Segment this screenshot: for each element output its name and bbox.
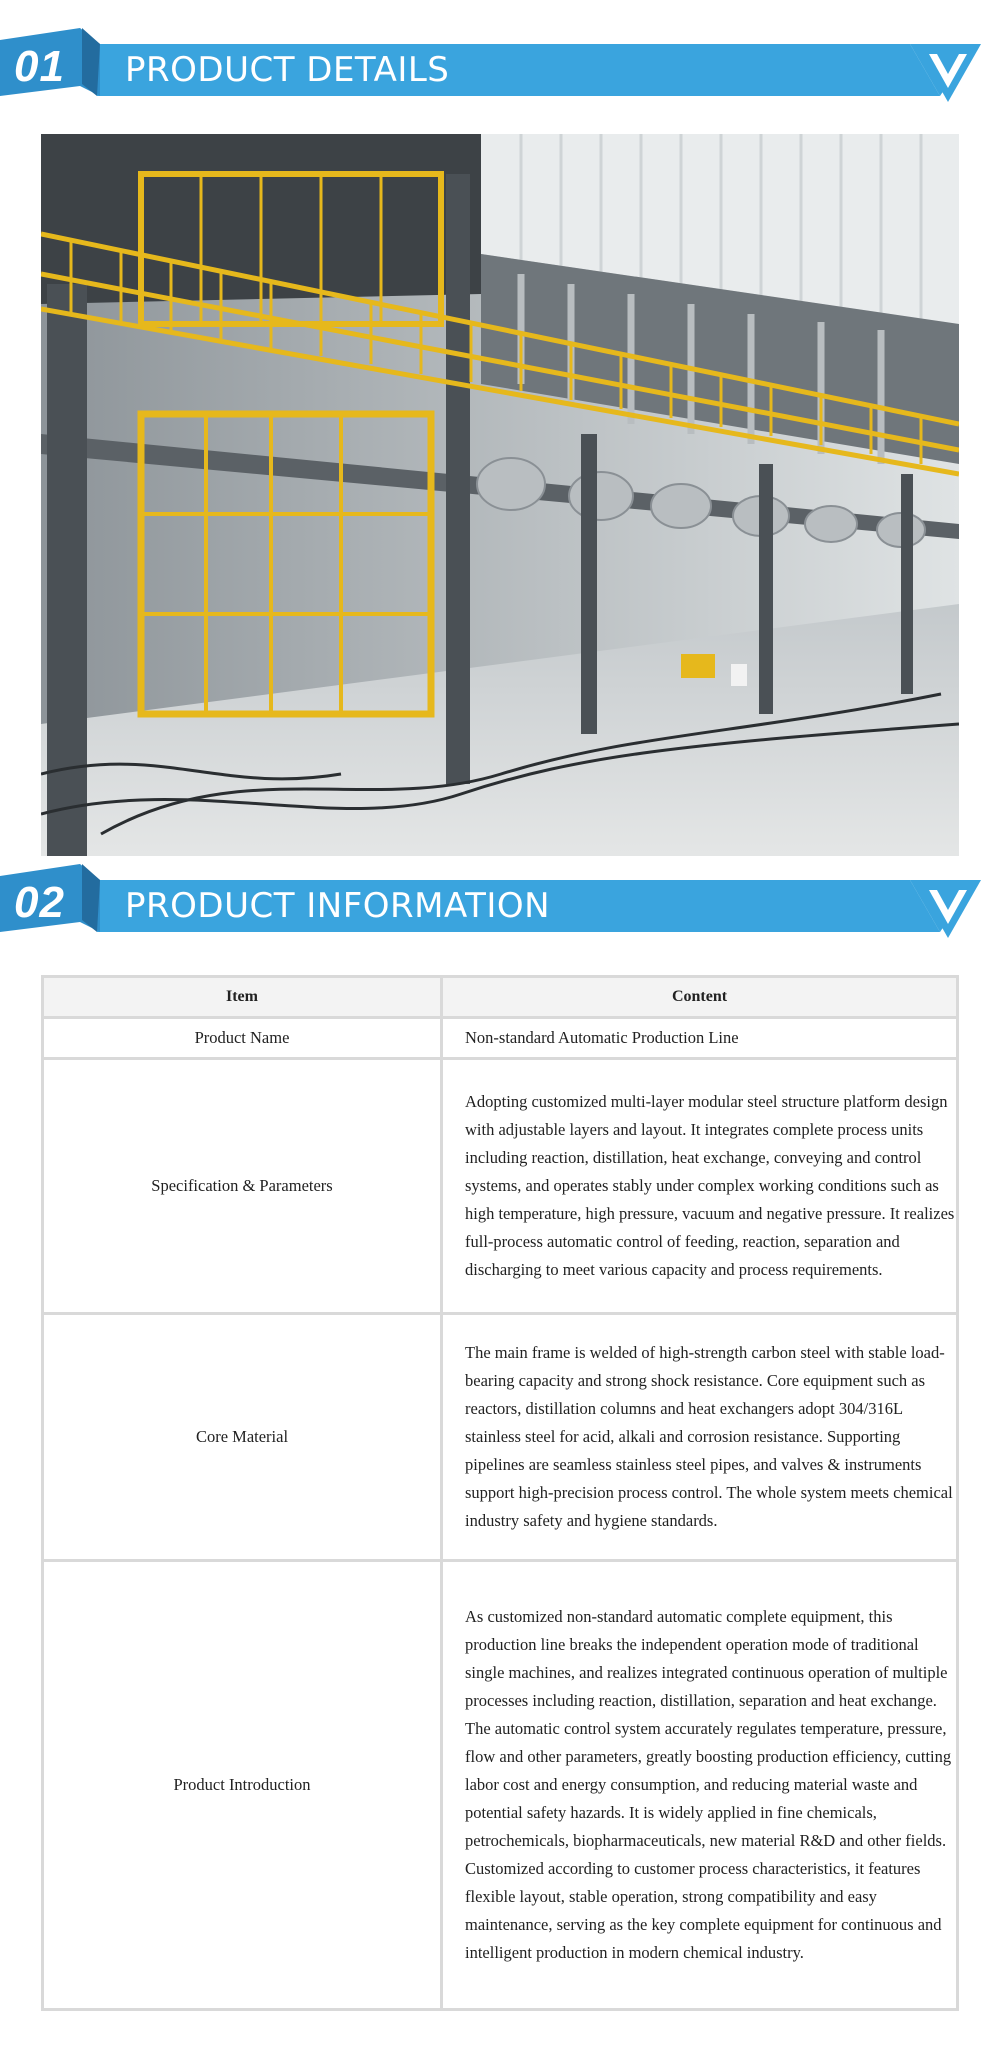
table-header-row	[43, 977, 958, 1018]
section-header-product-information	[0, 862, 1000, 942]
section-title: PRODUCT INFORMATION	[125, 886, 551, 926]
section-number: 01	[14, 42, 65, 91]
chevron-down-icon	[915, 44, 981, 102]
section-title: PRODUCT DETAILS	[125, 50, 450, 90]
row-item-label: Core Material	[43, 1314, 442, 1561]
table-row	[43, 1314, 958, 1561]
section-number: 02	[14, 878, 65, 927]
row-item-label: Specification & Parameters	[43, 1059, 442, 1314]
row-item-label: Product Introduction	[43, 1561, 442, 2010]
product-photo	[41, 134, 959, 856]
row-content: Non-standard Automatic Production Line	[442, 1018, 958, 1059]
row-item-label: Product Name	[43, 1018, 442, 1059]
table-row	[43, 1018, 958, 1059]
factory-production-line-photo	[41, 134, 959, 856]
section-header-product-details	[0, 26, 1000, 106]
product-info-table	[41, 975, 959, 2011]
column-header-content: Content	[442, 977, 958, 1018]
column-header-item: Item	[43, 977, 442, 1018]
table-row	[43, 1059, 958, 1314]
row-content: The main frame is welded of high-strength carbon steel with stable load-bearing capacity and strong shock resistance. Core equipment such as reactors, distillation columns and heat exchangers adopt 304/316L stainless steel for acid, alkali and corrosion resistance. Supporting pipelines are seamless stainless steel pipes, and valves & instruments support high-precision process control. The whole system meets chemical industry safety and hygiene standards.	[442, 1314, 958, 1561]
row-content: As customized non-standard automatic complete equipment, this production line breaks the independent operation mode of traditional single machines, and realizes integrated continuous operation of multiple processes including reaction, distillation, separation and heat exchange. The automatic control system accurately regulates temperature, pressure, flow and other parameters, greatly boosting production efficiency, cutting labor cost and energy consumption, and reducing material waste and potential safety hazards. It is widely applied in fine chemicals, petrochemicals, biopharmaceuticals, new material R&D and other fields. Customized according to customer process characteristics, it features flexible layout, stable operation, strong compatibility and easy maintenance, serving as the key complete equipment for continuous and intelligent production in modern chemical industry.	[442, 1561, 958, 2010]
table-row	[43, 1561, 958, 2010]
chevron-down-icon	[915, 880, 981, 938]
row-content: Adopting customized multi-layer modular steel structure platform design with adjustable layers and layout. It integrates complete process units including reaction, distillation, heat exchange, conveying and control systems, and operates stably under complex working conditions such as high temperature, high pressure, vacuum and negative pressure. It realizes full-process automatic control of feeding, reaction, separation and discharging to meet various capacity and process requirements.	[442, 1059, 958, 1314]
